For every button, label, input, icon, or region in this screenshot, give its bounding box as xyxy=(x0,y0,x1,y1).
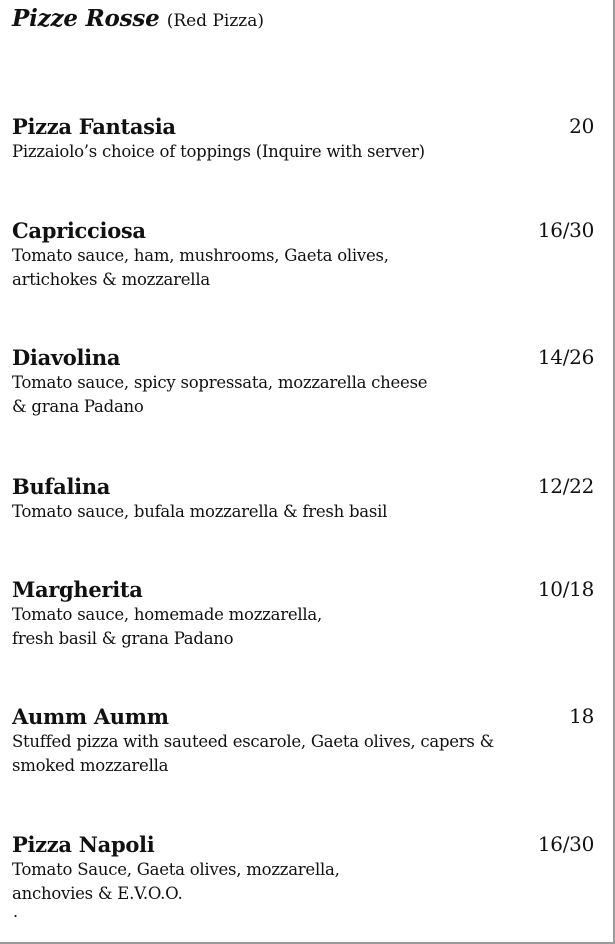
item-description xyxy=(12,603,594,651)
description-line: fresh basil & grana Padano xyxy=(12,629,234,648)
item-price: 14/26 xyxy=(537,345,594,369)
item-name: Aumm Aumm xyxy=(12,704,169,729)
menu-item-capricciosa xyxy=(12,218,594,292)
menu-item-bufalina xyxy=(12,474,594,524)
description-line: artichokes & mozzarella xyxy=(12,270,210,289)
section-subtitle: (Red Pizza) xyxy=(166,11,265,31)
menu-item-margherita xyxy=(12,577,594,651)
section-title: Pizze Rosse xyxy=(12,5,160,32)
trailing-mark: . xyxy=(13,902,19,921)
menu-item-aumm-aumm xyxy=(12,704,594,778)
menu-item-diavolina xyxy=(12,345,594,419)
description-line: Tomato Sauce, Gaeta olives, mozzarella, xyxy=(12,860,340,879)
item-price: 12/22 xyxy=(537,474,594,498)
item-description xyxy=(12,858,594,906)
item-price: 20 xyxy=(569,114,594,138)
description-line: Tomato sauce, bufala mozzarella & fresh basil xyxy=(12,502,388,521)
description-line: Tomato sauce, homemade mozzarella, xyxy=(12,605,322,624)
item-price: 16/30 xyxy=(537,218,594,242)
description-line: anchovies & E.V.O.O. xyxy=(12,884,183,903)
item-description xyxy=(12,244,594,292)
menu-item-pizza-napoli xyxy=(12,832,594,906)
item-description xyxy=(12,140,594,164)
description-line: Pizzaiolo’s choice of toppings (Inquire with server) xyxy=(12,142,425,161)
description-line: smoked mozzarella xyxy=(12,756,169,775)
item-price: 16/30 xyxy=(537,832,594,856)
item-name: Capricciosa xyxy=(12,218,146,243)
description-line: Tomato sauce, ham, mushrooms, Gaeta olives, xyxy=(12,246,389,265)
description-line: & grana Padano xyxy=(12,397,144,416)
menu-section-header xyxy=(12,5,264,32)
item-description xyxy=(12,730,594,778)
item-name: Margherita xyxy=(12,577,143,602)
description-line: Tomato sauce, spicy sopressata, mozzarella cheese xyxy=(12,373,428,392)
item-name: Bufalina xyxy=(12,474,111,499)
menu-item-pizza-fantasia xyxy=(12,114,594,164)
item-name: Pizza Napoli xyxy=(12,832,155,857)
item-price: 10/18 xyxy=(537,577,594,601)
item-description xyxy=(12,500,594,524)
item-name: Pizza Fantasia xyxy=(12,114,176,139)
item-description xyxy=(12,371,594,419)
item-name: Diavolina xyxy=(12,345,121,370)
description-line: Stuffed pizza with sauteed escarole, Gaeta olives, capers & xyxy=(12,732,495,751)
item-price: 18 xyxy=(569,704,594,728)
